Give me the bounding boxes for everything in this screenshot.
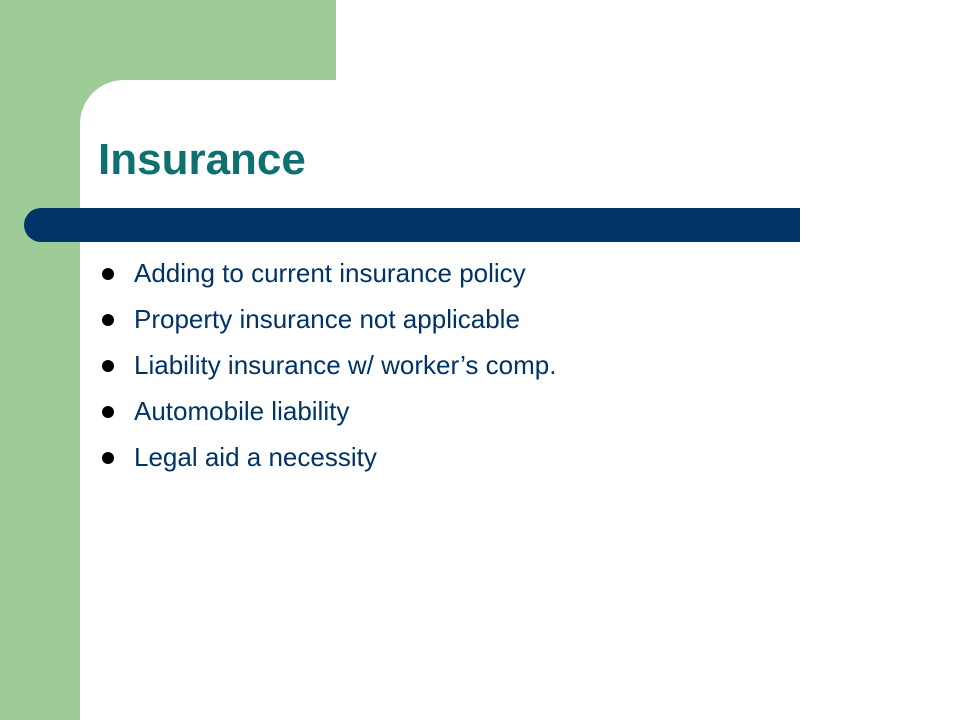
bullet-text: Legal aid a necessity [134, 442, 377, 472]
bullet-text: Automobile liability [134, 396, 350, 426]
slide-title: Insurance [98, 135, 306, 184]
bullet-icon [102, 314, 114, 326]
bullet-text: Adding to current insurance policy [134, 258, 526, 288]
bullet-icon [102, 360, 114, 372]
bullet-icon [102, 406, 114, 418]
bullet-text: Liability insurance w/ worker’s comp. [134, 350, 557, 380]
bullet-icon [102, 452, 114, 464]
title-underline-bar [24, 208, 800, 242]
bullet-text: Property insurance not applicable [134, 304, 520, 334]
bullet-icon [102, 268, 114, 280]
